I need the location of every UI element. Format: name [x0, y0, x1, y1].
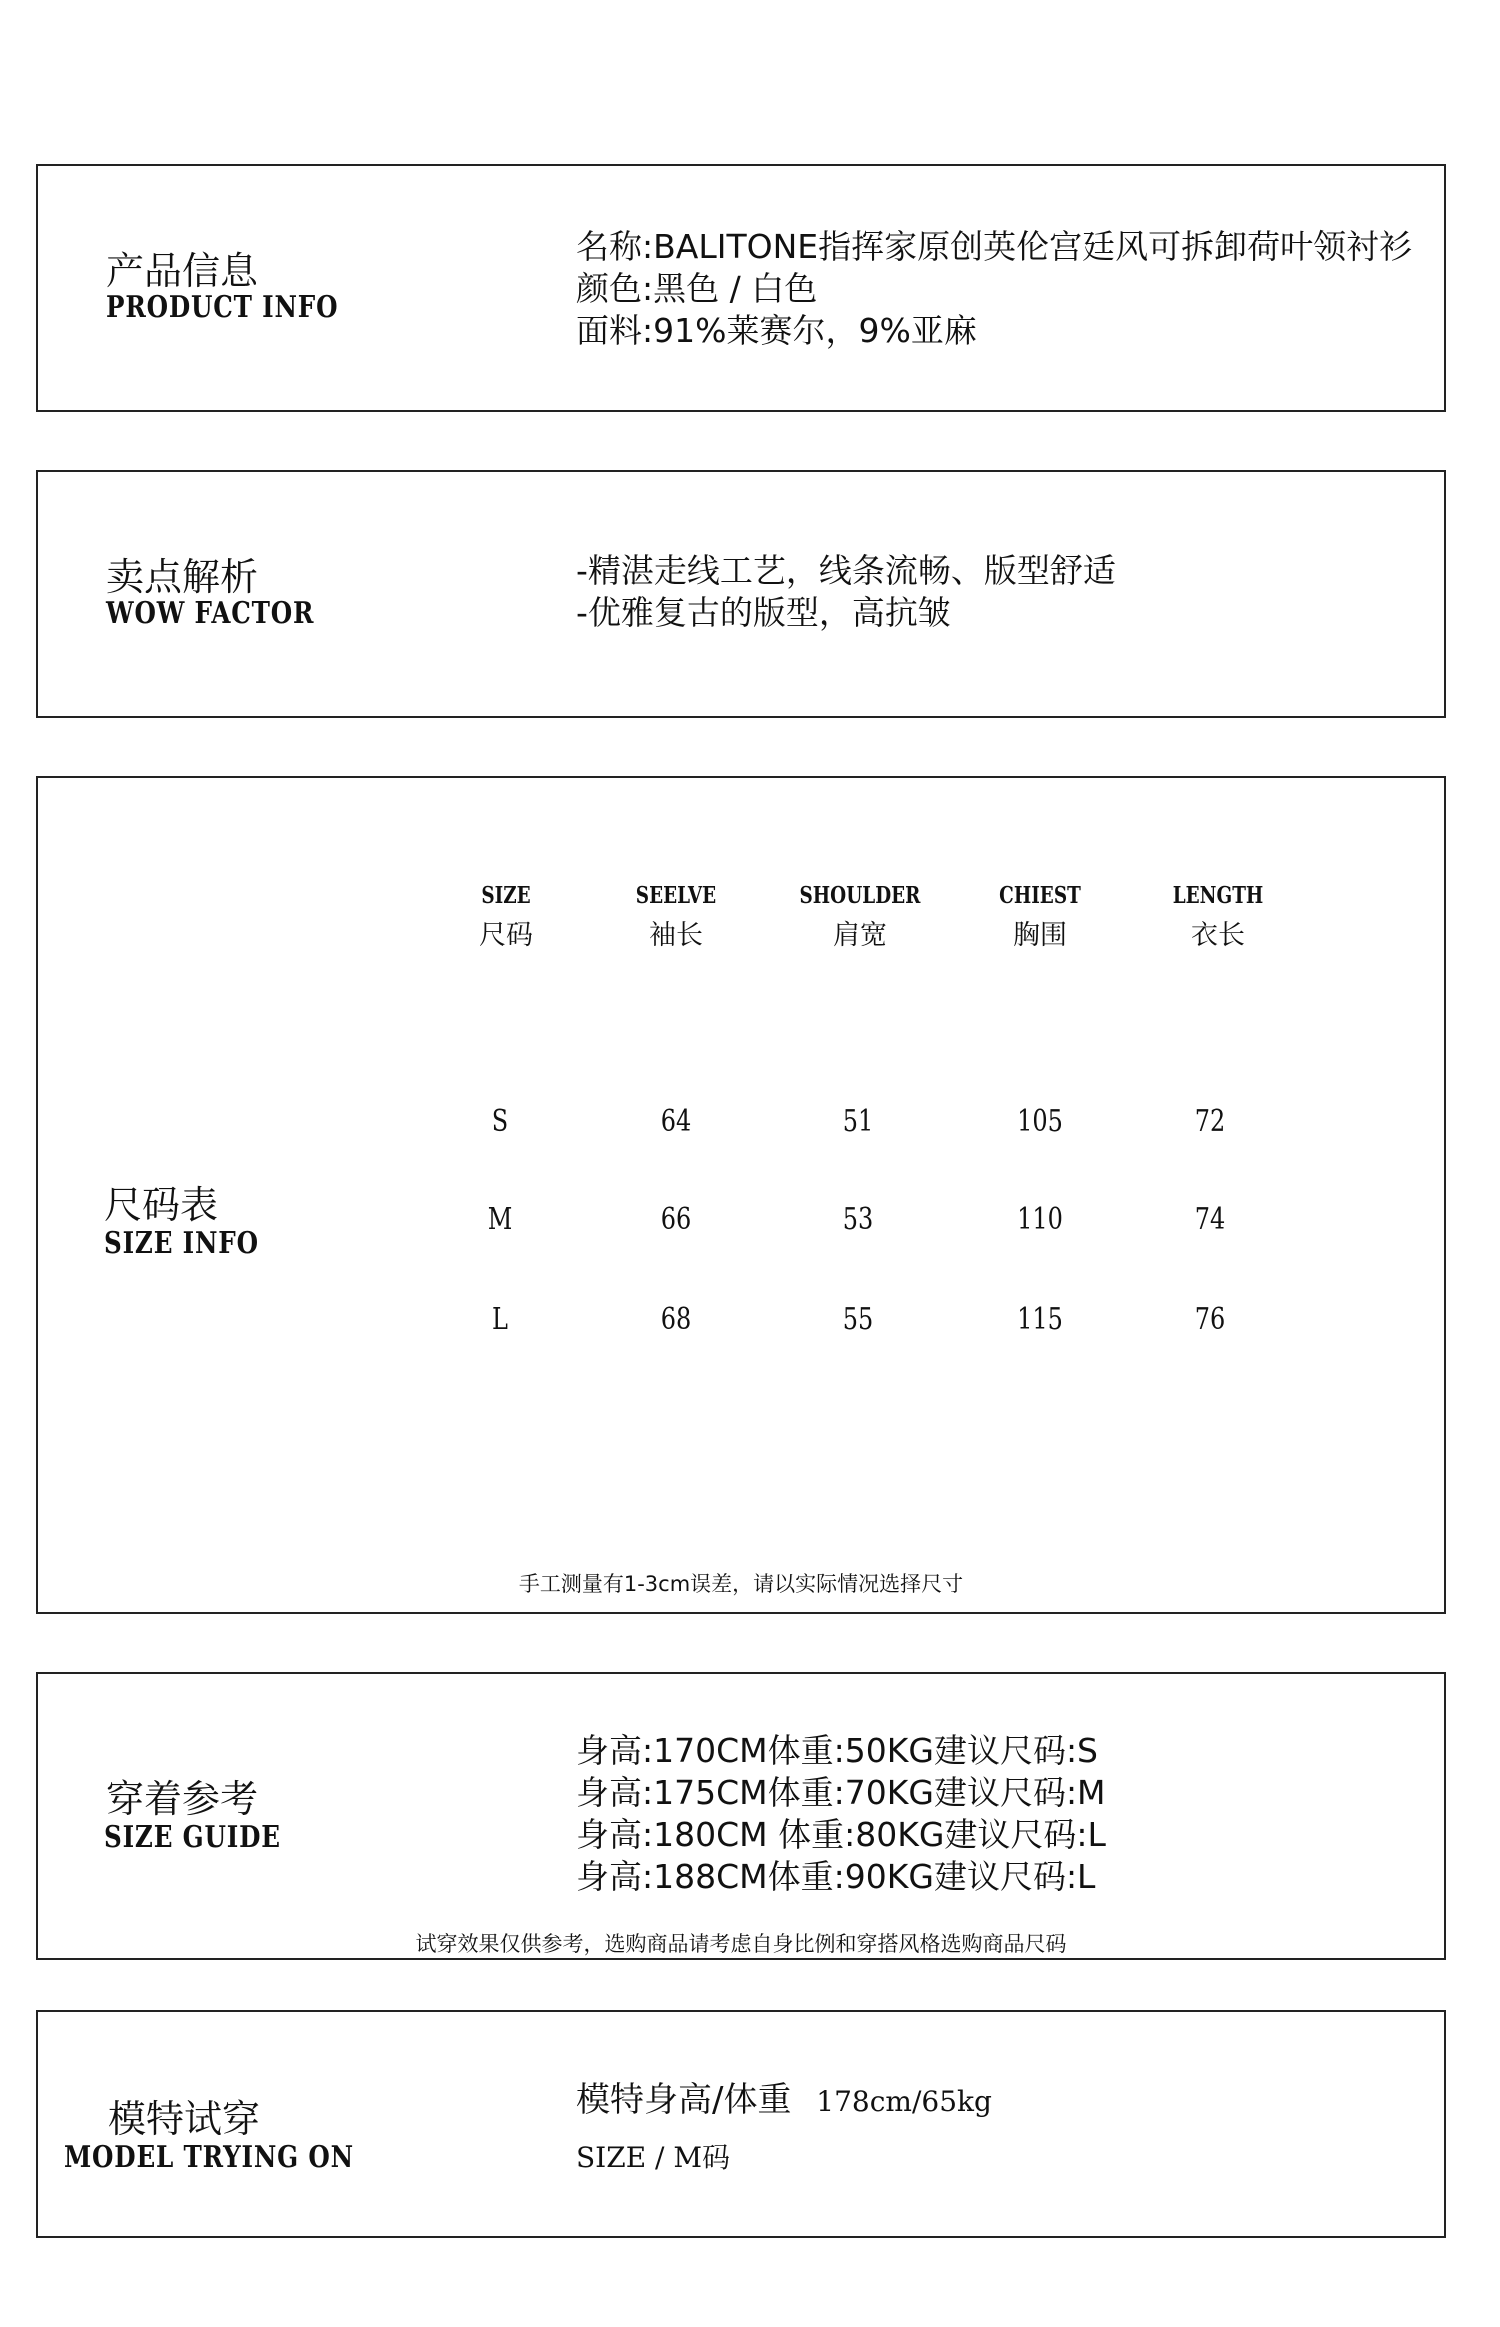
product-fabric: 面料:91%莱赛尔，9%亚麻: [576, 311, 977, 350]
table-cell: 53: [842, 1202, 874, 1237]
size-guide-line: 身高:170CM体重:50KG建议尺码:S: [576, 1731, 1099, 1770]
wow-factor-title-en: WOW FACTOR: [106, 596, 315, 631]
product-info-section: [36, 164, 1446, 412]
table-cell: 66: [660, 1202, 692, 1237]
wow-factor-lines: [576, 550, 1116, 634]
table-cell: L: [492, 1302, 508, 1337]
table-cell: 74: [1194, 1202, 1226, 1237]
size-guide-section: [36, 1672, 1446, 1960]
model-section: [36, 2010, 1446, 2238]
header-shoulder: [780, 882, 940, 952]
header-shoulder-cn: 肩宽: [833, 920, 887, 951]
size-info-title-en: SIZE INFO: [104, 1226, 259, 1261]
product-info-title-cn: 产品信息: [106, 249, 259, 293]
table-cell: 72: [1194, 1104, 1226, 1139]
header-shoulder-en: SHOULDER: [799, 882, 921, 909]
model-height-value: 178cm/65kg: [816, 2085, 992, 2118]
header-size-cn: 尺码: [479, 920, 533, 951]
header-chest-cn: 胸围: [1013, 920, 1067, 951]
product-info-lines: [576, 226, 1412, 352]
fit-note: 试穿效果仅供参考，选购商品请考虑自身比例和穿搭风格选购商品尺码: [415, 1932, 1067, 1956]
model-size-label: SIZE / M码: [576, 2141, 731, 2174]
wow-factor-line: -优雅复古的版型，高抗皱: [576, 593, 951, 632]
table-cell: S: [491, 1104, 509, 1139]
model-height-label: 模特身高/体重: [576, 2080, 792, 2120]
product-color: 颜色:黑色 / 白色: [576, 269, 818, 308]
model-size-line: [576, 2136, 730, 2176]
table-cell: M: [487, 1202, 513, 1237]
size-guide-lines: [576, 1730, 1106, 1898]
table-cell: 105: [1017, 1104, 1063, 1139]
size-guide-title-en: SIZE GUIDE: [104, 1820, 281, 1855]
table-cell: 115: [1017, 1302, 1063, 1337]
wow-factor-line: -精湛走线工艺，线条流畅、版型舒适: [576, 551, 1116, 590]
size-guide-title-cn: 穿着参考: [106, 1777, 259, 1821]
header-length-en: LENGTH: [1172, 882, 1264, 909]
header-sleeve-cn: 袖长: [649, 920, 703, 951]
header-size: [426, 882, 586, 952]
table-cell: 51: [842, 1104, 874, 1139]
size-guide-line: 身高:180CM 体重:80KG建议尺码:L: [576, 1815, 1106, 1854]
wow-factor-section: [36, 470, 1446, 718]
table-cell: 55: [842, 1302, 874, 1337]
header-chest: [960, 882, 1120, 952]
header-sleeve: [596, 882, 756, 952]
model-height-line: [576, 2072, 992, 2121]
model-title-en: MODEL TRYING ON: [64, 2140, 354, 2175]
header-length: [1138, 882, 1298, 952]
size-info-title-cn: 尺码表: [104, 1183, 219, 1227]
table-cell: 76: [1194, 1302, 1226, 1337]
header-sleeve-en: SEELVE: [635, 882, 717, 909]
wow-factor-title-cn: 卖点解析: [106, 555, 259, 599]
size-info-section: [36, 776, 1446, 1614]
product-name: 名称:BALITONE指挥家原创英伦宫廷风可拆卸荷叶领衬衫: [576, 227, 1413, 266]
product-info-title-en: PRODUCT INFO: [106, 290, 339, 325]
table-cell: 68: [660, 1302, 692, 1337]
model-title-cn: 模特试穿: [108, 2097, 261, 2141]
header-size-en: SIZE: [481, 882, 531, 909]
measurement-note: 手工测量有1-3cm误差，请以实际情况选择尺寸: [518, 1572, 964, 1596]
header-length-cn: 衣长: [1191, 920, 1245, 951]
table-cell: 110: [1017, 1202, 1063, 1237]
size-guide-line: 身高:188CM体重:90KG建议尺码:L: [576, 1857, 1096, 1896]
header-chest-en: CHIEST: [999, 882, 1081, 909]
size-guide-line: 身高:175CM体重:70KG建议尺码:M: [576, 1773, 1106, 1812]
table-cell: 64: [660, 1104, 692, 1139]
